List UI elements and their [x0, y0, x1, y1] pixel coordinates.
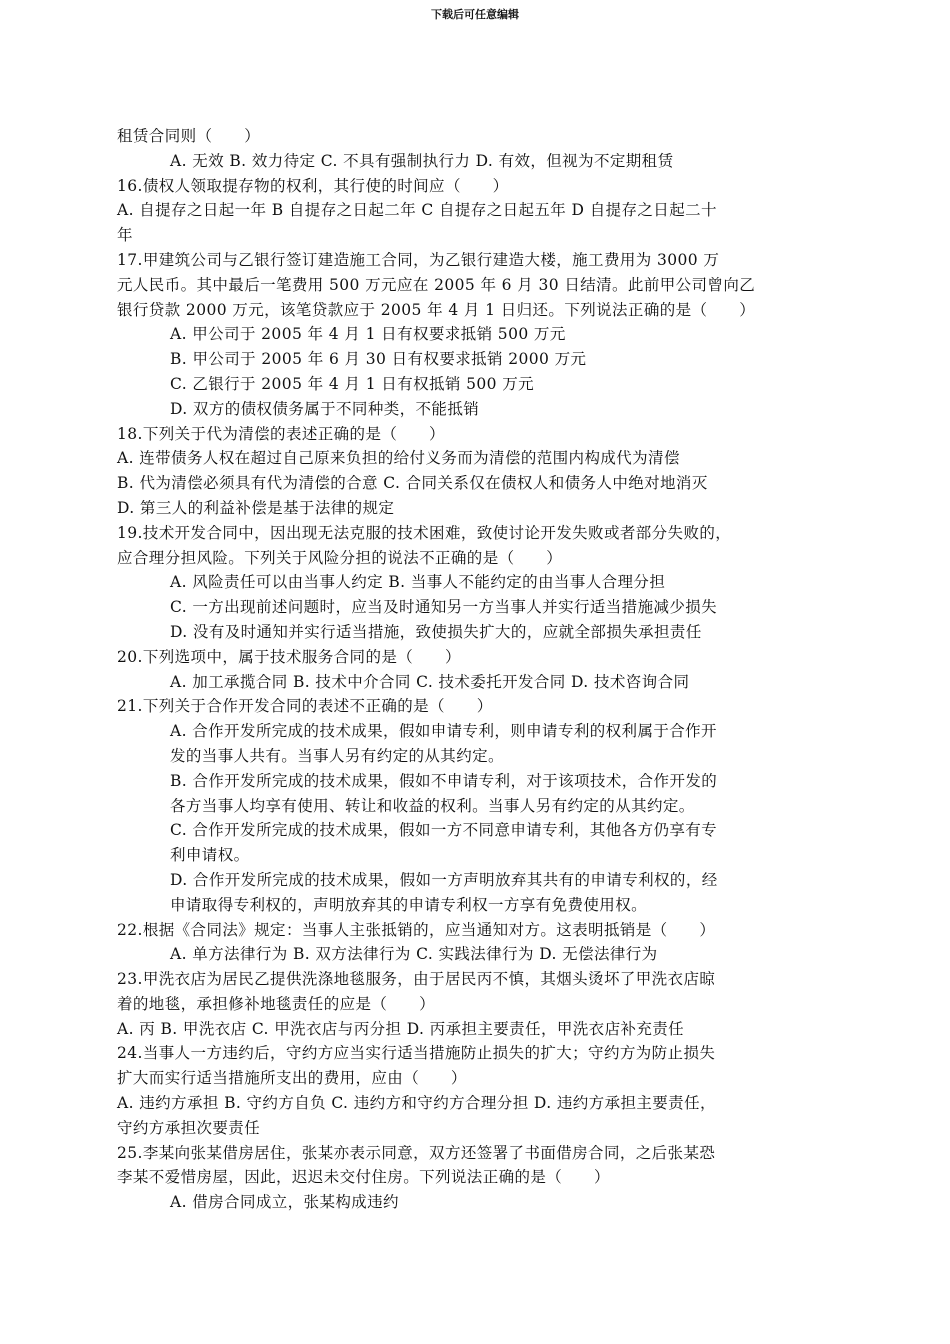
text-line: 20.下列选项中，属于技术服务合同的是（ ） [117, 647, 461, 666]
text-line: A. 单方法律行为 B. 双方法律行为 C. 实践法律行为 D. 无偿法律行为 [170, 945, 658, 964]
text-line: A. 加工承揽合同 B. 技术中介合同 C. 技术委托开发合同 D. 技术咨询合同 [170, 672, 690, 691]
text-line: 发的当事人共有。当事人另有约定的从其约定。 [170, 746, 504, 765]
text-line: 18.下列关于代为清偿的表述正确的是（ ） [117, 424, 445, 443]
text-line: A. 合作开发所完成的技术成果，假如申请专利，则申请专利的权利属于合作开 [170, 722, 717, 741]
text-line: 着的地毯，承担修补地毯责任的应是（ ） [117, 994, 436, 1013]
text-line: 年 [117, 226, 133, 245]
text-line: 守约方承担次要责任 [117, 1118, 261, 1137]
text-line: C. 乙银行于 2005 年 4 月 1 日有权抵销 500 万元 [170, 374, 535, 393]
text-line: A. 甲公司于 2005 年 4 月 1 日有权要求抵销 500 万元 [170, 325, 566, 344]
text-line: 应合理分担风险。下列关于风险分担的说法不正确的是（ ） [117, 548, 563, 567]
text-line: 银行贷款 2000 万元，该笔贷款应于 2005 年 4 月 1 日归还。下列说法正确的是（ ） [117, 300, 756, 319]
text-line: 17.甲建筑公司与乙银行签订建造施工合同，为乙银行建造大楼，施工费用为 3000 万 [117, 250, 720, 269]
text-line: 22.根据《合同法》规定：当事人主张抵销的，应当通知对方。这表明抵销是（ ） [117, 920, 716, 939]
text-line: D. 没有及时通知并实行适当措施，致使损失扩大的，应就全部损失承担责任 [170, 622, 702, 641]
text-line: 李某不爱惜房屋，因此，迟迟未交付住房。下列说法正确的是（ ） [117, 1168, 610, 1187]
text-line: 23.甲洗衣店为居民乙提供洗涤地毯服务，由于居民丙不慎，其烟头烫坏了甲洗衣店晾 [117, 970, 716, 989]
text-line: A. 丙 B. 甲洗衣店 C. 甲洗衣店与丙分担 D. 丙承担主要责任，甲洗衣店补充责任 [117, 1019, 685, 1038]
text-line: 申请取得专利权的，声明放弃其的申请专利权一方享有免费使用权。 [170, 895, 648, 914]
text-line: 16.债权人领取提存物的权利，其行使的时间应（ ） [117, 176, 509, 195]
text-line: A. 违约方承担 B. 守约方自负 C. 违约方和守约方合理分担 D. 违约方承担主要责任， [117, 1094, 716, 1113]
text-line: 租赁合同则（ ） [117, 127, 261, 145]
text-line: A. 风险责任可以由当事人约定 B. 当事人不能约定的由当事人合理分担 [170, 573, 666, 592]
text-line: 元人民币。其中最后一笔费用 500 万元应在 2005 年 6 月 30 日结清。此前甲公司曾向乙 [117, 275, 756, 294]
text-line: 24.当事人一方违约后，守约方应当实行适当措施防止损失的扩大；守约方为防止损失 [117, 1044, 716, 1063]
text-line: D. 双方的债权债务属于不同种类，不能抵销 [170, 399, 480, 418]
text-line: C. 合作开发所完成的技术成果，假如一方不同意申请专利，其他各方仍享有专 [170, 821, 718, 840]
text-line: A. 连带债务人权在超过自己原来负担的给付义务而为清偿的范围内构成代为清偿 [117, 449, 680, 468]
text-line: 扩大而实行适当措施所支出的费用，应由（ ） [117, 1069, 467, 1088]
text-line: 19.技术开发合同中，因出现无法克服的技术困难，致使讨论开发失败或者部分失败的， [117, 523, 732, 542]
text-line: A. 自提存之日起一年 B 自提存之日起二年 C 自提存之日起五年 D 自提存之日起二十 [117, 201, 717, 220]
text-line: B. 甲公司于 2005 年 6 月 30 日有权要求抵销 2000 万元 [170, 350, 587, 369]
text-line: D. 合作开发所完成的技术成果，假如一方声明放弃其共有的申请专利权的，经 [170, 870, 718, 889]
page-header: 下载后可任意编辑 [431, 8, 519, 21]
text-line: A. 借房合同成立，张某构成违约 [170, 1193, 399, 1212]
text-line: A. 无效 B. 效力待定 C. 不具有强制执行力 D. 有效，但视为不定期租赁 [170, 151, 674, 170]
text-line: 各方当事人均享有使用、转让和收益的权利。当事人另有约定的从其约定。 [170, 796, 695, 815]
text-line: 利申请权。 [170, 846, 250, 865]
text-line: B. 代为清偿必须具有代为清偿的合意 C. 合同关系仅在债权人和债务人中绝对地消灭 [117, 474, 708, 493]
text-line: B. 合作开发所完成的技术成果，假如不申请专利，对于该项技术，合作开发的 [170, 771, 718, 790]
text-line: 21.下列关于合作开发合同的表述不正确的是（ ） [117, 697, 493, 716]
text-line: D. 第三人的利益补偿是基于法律的规定 [117, 498, 395, 517]
document-body [117, 124, 847, 1215]
text-line: 25.李某向张某借房居住，张某亦表示同意，双方还签署了书面借房合同，之后张某恐 [117, 1143, 716, 1162]
text-line: C. 一方出现前述问题时，应当及时通知另一方当事人并实行适当措施减少损失 [170, 598, 718, 617]
